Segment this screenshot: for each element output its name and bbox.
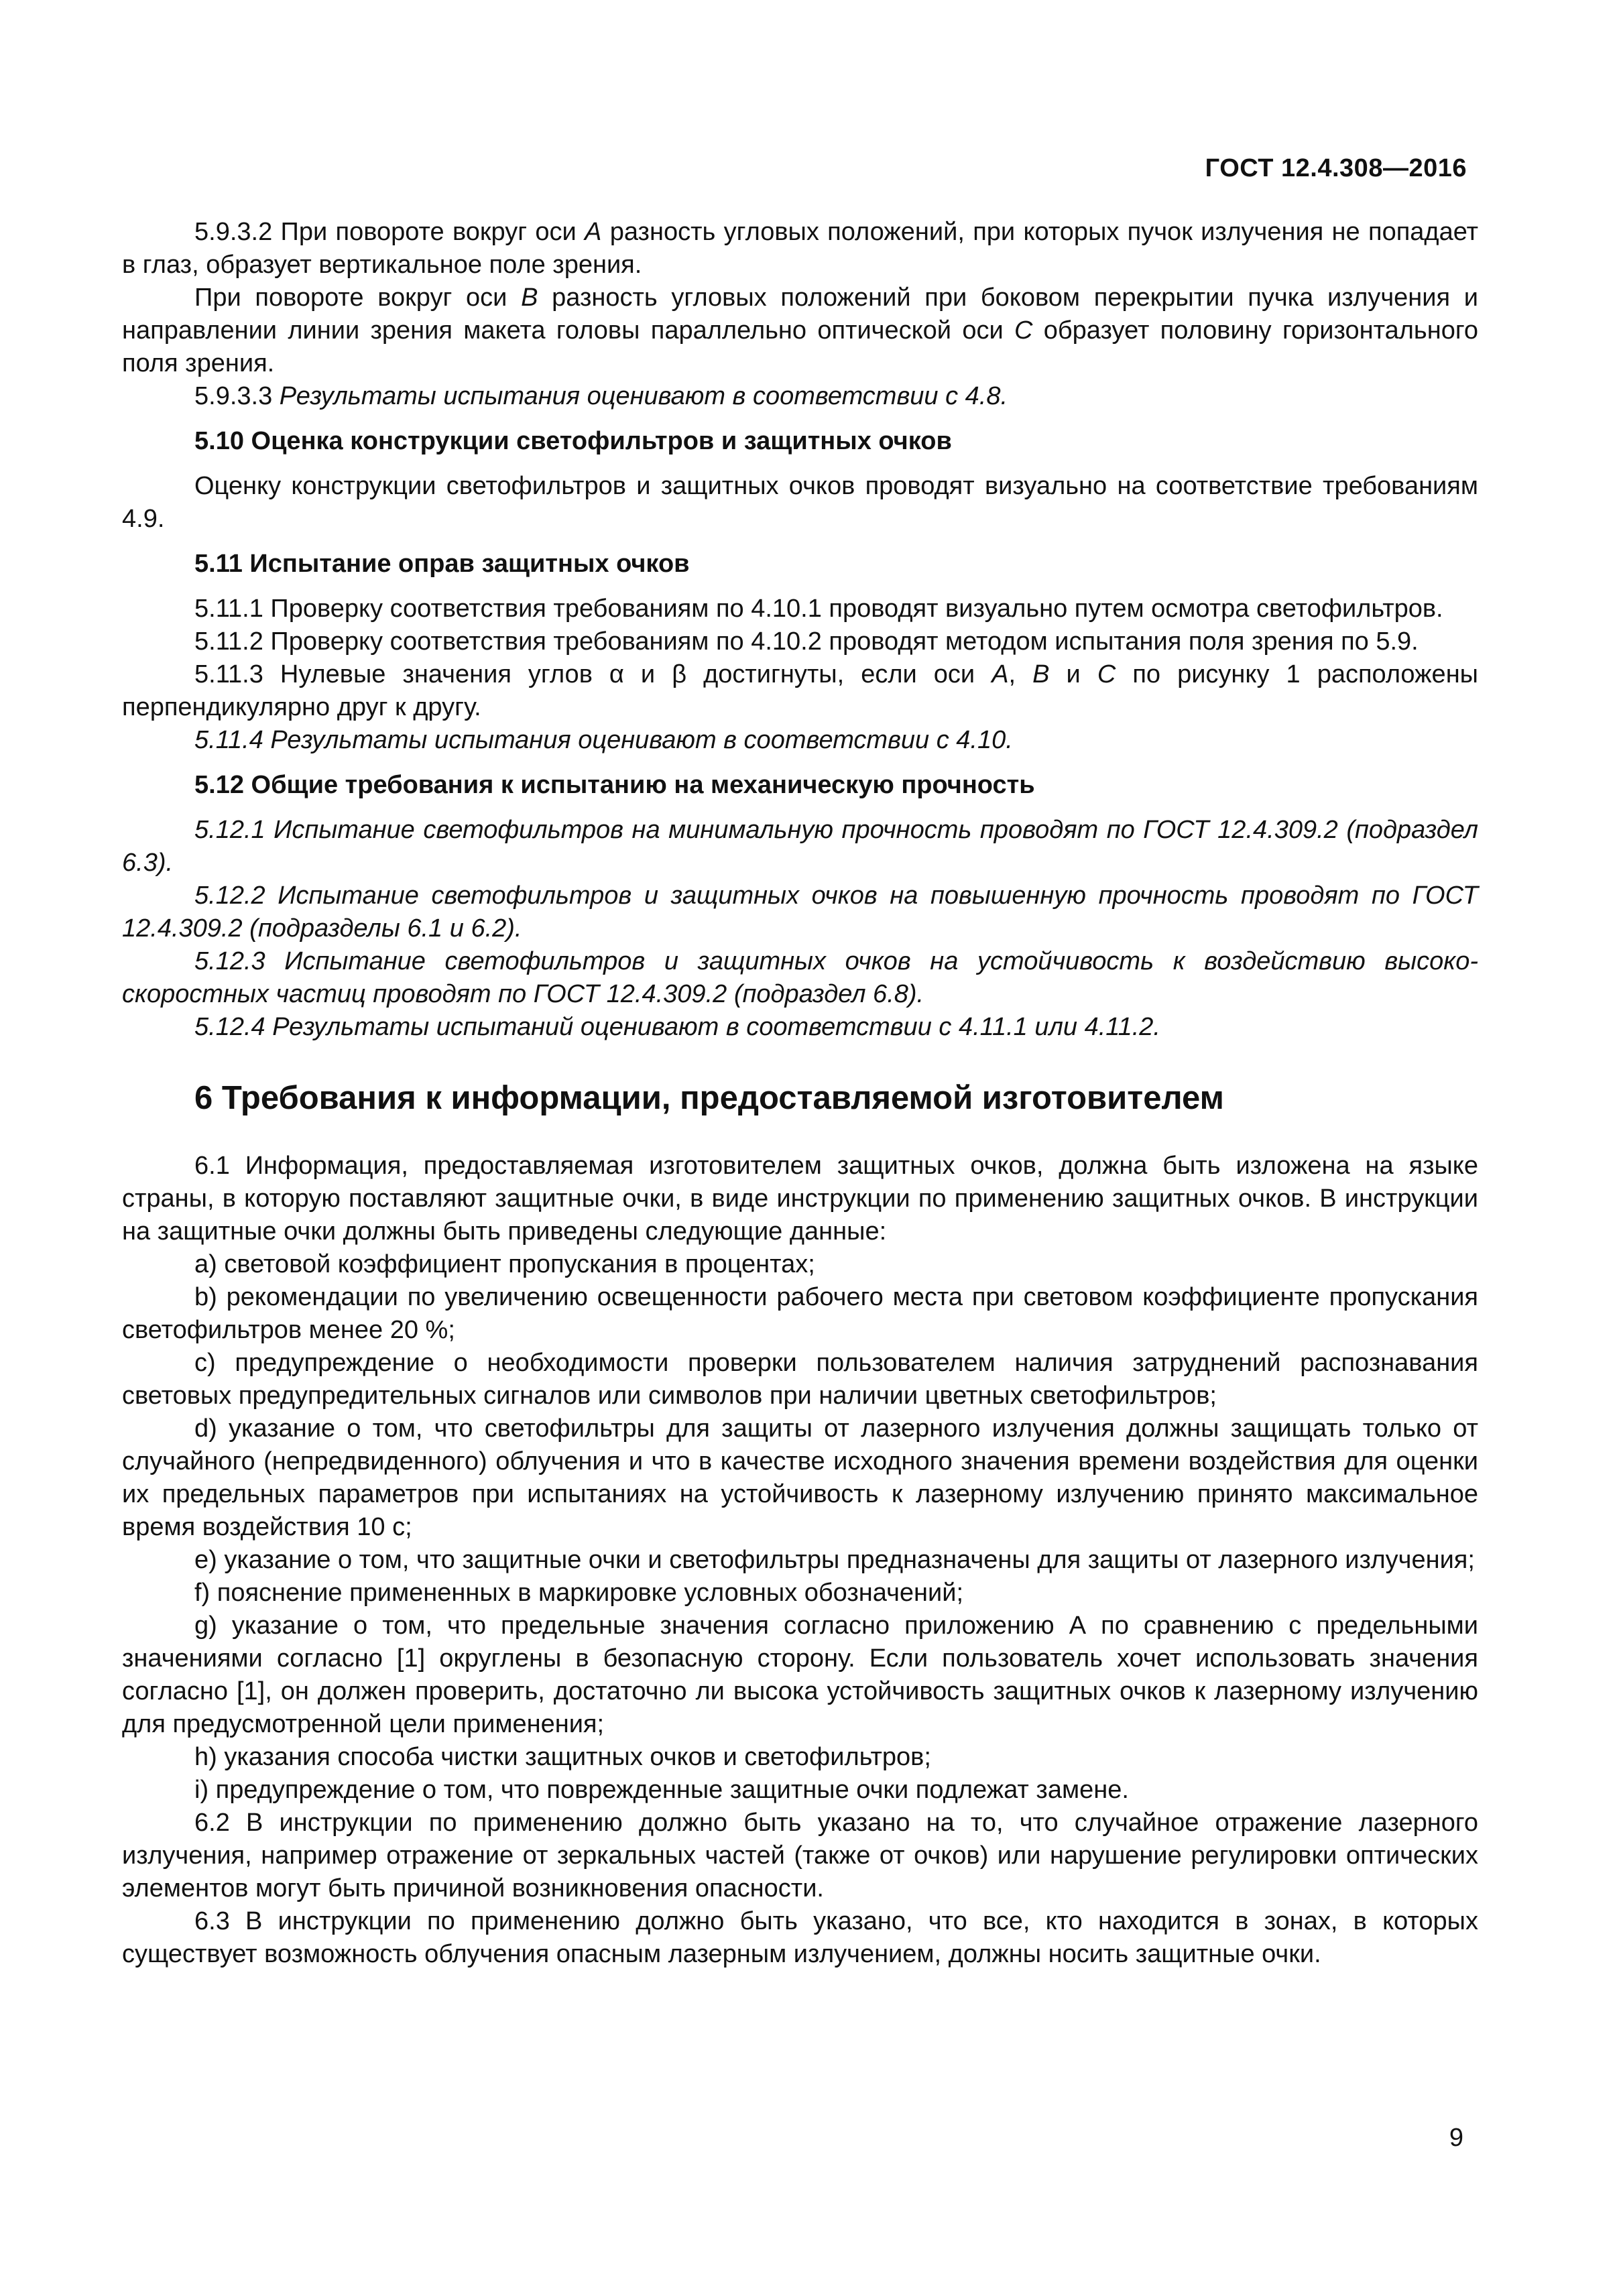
paragraph-5-11-4: 5.11.4 Результаты испытания оценивают в соответствии с 4.10. <box>194 726 1013 754</box>
document-body <box>122 216 1478 1971</box>
axis-a-label: A <box>991 660 1009 688</box>
clause-number: 5.9.3.3 <box>194 382 273 410</box>
subsection-title-5-10: 5.10 Оценка конструкции светофильтров и защитных очков <box>194 427 952 455</box>
list-item-e: e) указание о том, что защитные очки и светофильтры предназначены для защиты от лазерного излучения; <box>194 1546 1475 1574</box>
section-6-title: 6 Требования к информации, предоставляемой изготовителем <box>194 1080 1224 1116</box>
paragraph-5-11-3: 5.11.3 Нулевые значения углов α и β достигнуты, если оси A, B и C по рисунку 1 расположены перпендикулярно друг к другу. <box>122 660 1478 721</box>
list-item-g: g) указание о том, что предельные значения согласно приложению А по сравнению с предельными значениями согласно [1] округлены в безопасную сторону. Если пользователь хочет использовать значения согласно [1], он должен проверить, достаточно ли высока устойчивость защитных очков к лазерному излучению для предусмотренной цели применения; <box>122 1612 1478 1738</box>
list-item-i: i) предупреждение о том, что поврежденные защитные очки подлежат замене. <box>194 1776 1129 1804</box>
subsection-title-5-12: 5.12 Общие требования к испытанию на механическую прочность <box>194 771 1035 799</box>
list-item-b: b) рекомендации по увеличению освещенности рабочего места при световом коэффициенте пропускания светофильтров менее 20 %; <box>122 1283 1478 1344</box>
paragraph-5-9-3-3: 5.9.3.3 Результаты испытания оценивают в соответствии с 4.8. <box>194 382 1008 410</box>
paragraph-5-12-4: 5.12.4 Результаты испытаний оценивают в соответствии с 4.11.1 или 4.11.2. <box>194 1013 1160 1041</box>
axis-c-label: C <box>1014 316 1033 345</box>
document-code-header: ГОСТ 12.4.308—2016 <box>1205 154 1467 182</box>
paragraph-5-11-2: 5.11.2 Проверку соответствия требованиям по 4.10.2 проводят методом испытания поля зрения по 5.9. <box>194 627 1419 656</box>
paragraph-6-3: 6.3 В инструкции по применению должно быть указано, что все, кто находится в зонах, в которых существует возможность облучения опасным лазерным излучением, должны носить защитные очки. <box>122 1907 1478 1968</box>
axis-a-label: A <box>585 218 602 246</box>
paragraph-5-9-3-2: 5.9.3.2 При повороте вокруг оси A разность угловых положений, при которых пучок излучения не попадает в глаз, образует вертикальное поле зрения. <box>122 218 1478 279</box>
paragraph-5-12-3: 5.12.3 Испытание светофильтров и защитных очков на устойчивость к воздействию высокоскоростных частиц проводят по ГОСТ 12.4.309.2 (подраздел 6.8). <box>122 947 1478 1008</box>
list-item-c: c) предупреждение о необходимости проверки пользователем наличия затруднений распознавания световых предупредительных сигналов или символов при наличии цветных светофильтров; <box>122 1349 1478 1410</box>
clause-number: 5.9.3.2 <box>194 218 273 246</box>
axis-b-label: B <box>1032 660 1050 688</box>
paragraph-5-10: Оценку конструкции светофильтров и защитных очков проводят визуально на соответствие требованиям 4.9. <box>122 472 1478 533</box>
axis-b-label: B <box>521 284 538 312</box>
paragraph-5-9-3-2-continued: При повороте вокруг оси B разность угловых положений при боковом перекрытии пучка излучения и направлении линии зрения макета головы параллельно оптической оси C образует половину горизонтального поля зрения. <box>122 284 1479 377</box>
paragraph-5-12-1: 5.12.1 Испытание светофильтров на минимальную прочность проводят по ГОСТ 12.4.309.2 (подраздел 6.3). <box>122 816 1478 877</box>
list-item-f: f) пояснение примененных в маркировке условных обозначений; <box>194 1579 964 1607</box>
axis-c-label: C <box>1097 660 1116 688</box>
paragraph-5-11-1: 5.11.1 Проверку соответствия требованиям по 4.10.1 проводят визуально путем осмотра светофильтров. <box>194 595 1443 623</box>
paragraph-6-1: 6.1 Информация, предоставляемая изготовителем защитных очков, должна быть изложена на языке страны, в которую поставляют защитные очки, в виде инструкции по применению защитных очков. В инструкции на защитные очки должны быть приведены следующие данные: <box>122 1152 1478 1246</box>
list-item-d: d) указание о том, что светофильтры для защиты от лазерного излучения должны защищать только от случайного (непредвиденного) облучения и что в качестве исходного значения времени воздействия для оценки их предельных параметров при испытаниях на устойчивость к лазерному излучению принято максимальное время воздействия 10 с; <box>122 1414 1478 1541</box>
list-item-a: a) световой коэффициент пропускания в процентах; <box>194 1250 815 1278</box>
subsection-title-5-11: 5.11 Испытание оправ защитных очков <box>194 550 690 578</box>
list-item-h: h) указания способа чистки защитных очков и светофильтров; <box>194 1743 931 1771</box>
paragraph-5-12-2: 5.12.2 Испытание светофильтров и защитных очков на повышенную прочность проводят по ГОСТ 12.4.309.2 (подразделы 6.1 и 6.2). <box>122 882 1478 943</box>
paragraph-6-2: 6.2 В инструкции по применению должно быть указано на то, что случайное отражение лазерного излучения, например отражение от зеркальных частей (также от очков) или нарушение регулировки оптических элементов могут быть причиной возникновения опасности. <box>122 1809 1478 1902</box>
page-number: 9 <box>1449 2124 1463 2152</box>
